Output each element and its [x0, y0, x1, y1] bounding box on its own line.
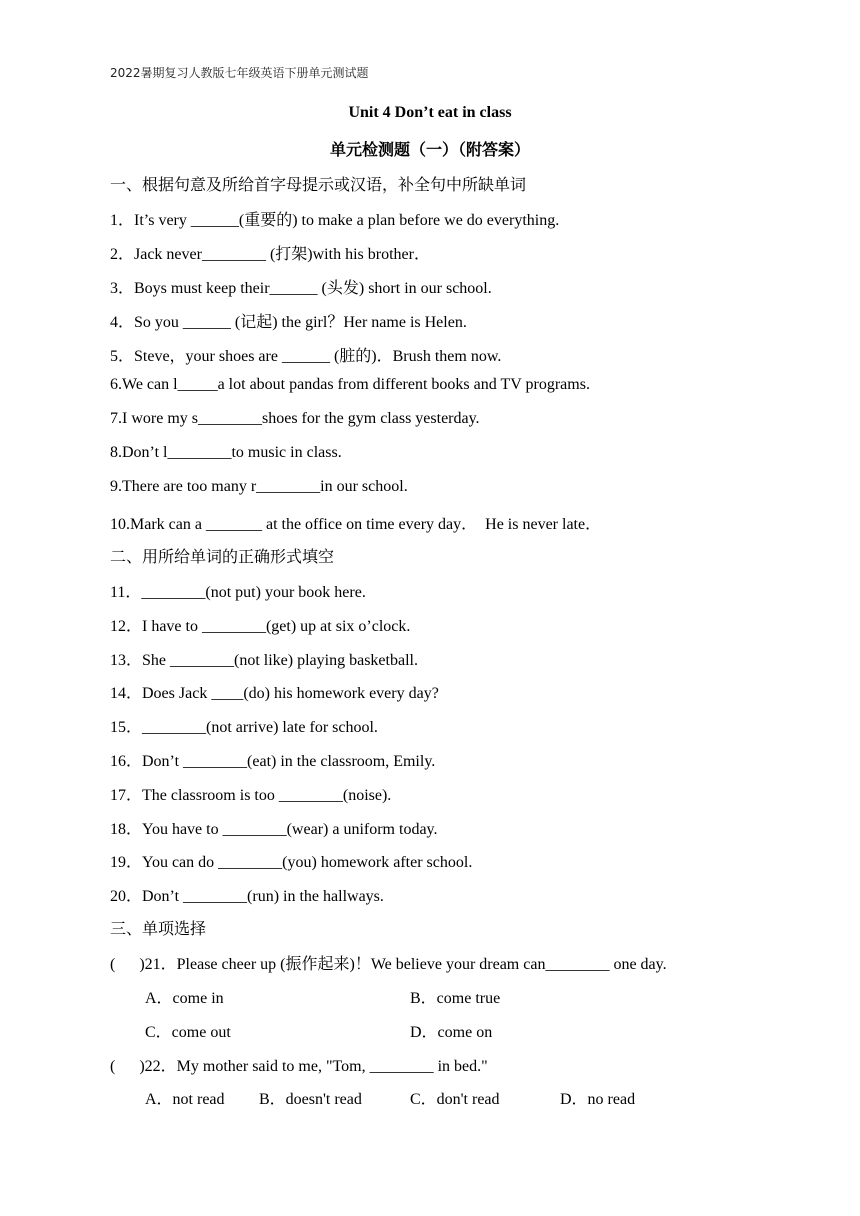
question-1: 1．It’s very ______(重要的) to make a plan before we do everything. — [110, 212, 560, 229]
section-2-heading: 二、用所给单词的正确形式填空 — [110, 547, 335, 566]
question-3: 3．Boys must keep their______ (头发) short in our school. — [110, 280, 492, 297]
question-16: 16．Don’t ________(eat) in the classroom, Emily. — [110, 753, 436, 770]
question-11: 11．________(not put) your book here. — [110, 584, 366, 601]
section-1-heading: 一、根据句意及所给首字母提示或汉语，补全句中所缺单词 — [110, 175, 527, 194]
question-7: 7.I wore my s________shoes for the gym class yesterday. — [110, 410, 480, 427]
question-2: 2．Jack never________ (打架)with his brother． — [110, 246, 430, 263]
question-17: 17．The classroom is too ________(noise). — [110, 787, 392, 804]
q22-option-d: D．no read — [560, 1091, 636, 1108]
question-18: 18．You have to ________(wear) a uniform today. — [110, 821, 438, 838]
question-6: 6.We can l_____a lot about pandas from different books and TV programs. — [110, 376, 590, 393]
question-9: 9.There are too many r________in our school. — [110, 478, 408, 495]
question-19: 19．You can do ________(you) homework after school. — [110, 854, 473, 871]
q22-option-b: B．doesn't read — [259, 1091, 362, 1108]
section-3-heading: 三、单项选择 — [110, 919, 207, 938]
question-12: 12．I have to ________(get) up at six o’clock. — [110, 618, 411, 635]
question-8: 8.Don’t l________to music in class. — [110, 444, 342, 461]
unit-title: Unit 4 Don’t eat in class — [348, 104, 512, 121]
question-14: 14．Does Jack ____(do) his homework every day? — [110, 685, 439, 702]
header-note: 2022暑期复习人教版七年级英语下册单元测试题 — [110, 66, 369, 80]
q22-option-c: C．don't read — [410, 1091, 500, 1108]
question-21: ( )21．Please cheer up (振作起来)！We believe your dream can________ one day. — [110, 956, 667, 973]
test-subtitle: 单元检测题（一）（附答案） — [329, 140, 530, 159]
question-13: 13．She ________(not like) playing basketball. — [110, 652, 418, 669]
q21-option-d: D．come on — [410, 1024, 493, 1041]
question-20: 20．Don’t ________(run) in the hallways. — [110, 888, 384, 905]
question-5: 5．Steve，your shoes are ______ (脏的)．Brush them now. — [110, 348, 502, 365]
q21-option-c: C．come out — [145, 1024, 231, 1041]
q21-option-a: A．come in — [145, 990, 224, 1007]
question-15: 15．________(not arrive) late for school. — [110, 719, 378, 736]
question-10: 10.Mark can a _______ at the office on time every day． He is never late． — [110, 516, 602, 533]
question-22: ( )22．My mother said to me, "Tom, ________ in bed." — [110, 1058, 488, 1075]
q22-option-a: A．not read — [145, 1091, 225, 1108]
question-4: 4．So you ______ (记起) the girl？Her name is Helen. — [110, 314, 467, 331]
q21-option-b: B．come true — [410, 990, 501, 1007]
